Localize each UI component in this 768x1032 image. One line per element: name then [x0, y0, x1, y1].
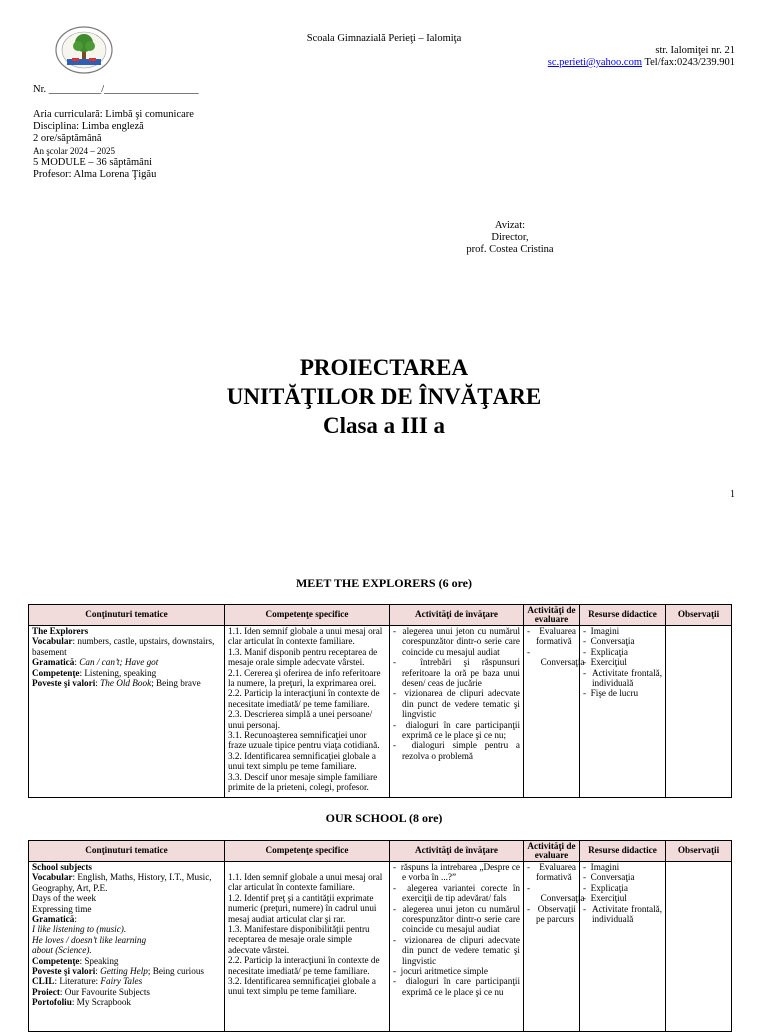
portfolio-line — [32, 997, 221, 1007]
vocabulary-value: : numbers, castle, upstairs, downstairs, basement — [32, 636, 215, 657]
activity-item: - vizionarea de clipuri adecvate din punct de vedere tematic şi lingvistic — [393, 935, 520, 966]
evaluation-item: - Observaţii pe parcurs — [527, 904, 576, 925]
observations-cell — [666, 626, 732, 798]
activities-cell — [390, 626, 524, 798]
competence-item: 3.2. Identificarea semnificaţiei globale a unui text simplu pe teme familiare. — [228, 976, 376, 997]
clil-value: : Literature: — [54, 976, 101, 987]
activity-item: - răspuns la intrebarea „Despre ce e vorba în ...?” — [393, 862, 520, 883]
competence-item: 1.1. Iden semnif globale a unui mesaj oral clar articulat în contexte familiare. — [228, 626, 383, 647]
topic-title: The Explorers — [32, 626, 89, 636]
email-link[interactable]: sc.perieti@yahoo.com — [547, 57, 643, 68]
grammar-separator: : — [74, 657, 80, 668]
time-line: Expressing time — [32, 903, 92, 914]
competence-item: 2.1. Cererea şi oferirea de info referitoare la numere, la preţuri, la exprimarea orei. — [228, 667, 381, 689]
competence-item: 3.2. Identificarea semnificaţiei globale a unui text simplu pe teme familiare. — [228, 750, 376, 772]
competences-label: Competenţe — [32, 667, 80, 678]
column-header: Competenţe specifice — [225, 841, 390, 862]
teacher-name: Profesor: Alma Lorena Ţigău — [33, 169, 157, 180]
grammar-line — [32, 657, 221, 667]
activity-item: - alegerea unui jeton cu numărul corespunzător dintr-o serie care coincide cu mesajul audiat — [393, 904, 520, 935]
vocabulary-line — [32, 636, 221, 657]
resource-item: - Activitate frontală, individuală — [583, 904, 662, 925]
competence-item: 2.2. Particip la interacţiuni în contexte de necesitate imediată/ pe teme familiare. — [228, 688, 380, 709]
resource-item: - Explicaţia — [583, 883, 662, 893]
competence-item: 1.3. Manifestare disponibilităţii pentru receptarea de mesaje orale simple adecvate vârstei. — [228, 924, 370, 955]
hours-per-week: 2 ore/săptămână — [33, 133, 102, 144]
activities-cell — [390, 862, 524, 1032]
activity-item: - dialoguri simple pentru a rezolva o problemă — [393, 740, 520, 761]
evaluation-item: - Conversaţia — [527, 883, 576, 904]
evaluation-item: - Conversaţia — [527, 647, 576, 668]
grammar-label: Gramatică — [32, 657, 75, 668]
table-header-row — [29, 841, 732, 862]
grammar-example: about (Science). — [32, 945, 92, 956]
competences-cell — [225, 626, 390, 798]
competence-item: 1.2. Identif preţ şi a cantităţii exprimate numeric (preţuri, numere) în cadrul unui mesaj audiat articulat clar şi rar. — [228, 892, 377, 924]
grammar-label: Gramatică — [32, 914, 75, 925]
approval-name: prof. Costea Cristina — [466, 244, 554, 255]
column-header: Observaţii — [666, 841, 732, 862]
project-value: : Our Favourite Subjects — [59, 986, 150, 997]
school-address — [548, 45, 735, 69]
approval-role: Director, — [491, 232, 529, 243]
column-header: Resurse didactice — [580, 605, 666, 626]
title-line-3: Clasa a III a — [322, 413, 446, 438]
grammar-line — [32, 914, 221, 924]
column-header: Activităţi de evaluare — [524, 605, 580, 626]
resource-item: - Imagini — [583, 862, 662, 872]
column-header: Conţinuturi tematice — [29, 841, 225, 862]
unit-heading: OUR SCHOOL (8 ore) — [325, 811, 443, 825]
resource-item: - Conversaţia — [583, 636, 662, 646]
evaluation-cell — [524, 626, 585, 798]
column-header: Activităţi de învăţare — [390, 605, 524, 626]
vocabulary-line — [32, 872, 221, 893]
days-line: Days of the week — [32, 893, 97, 904]
project-line — [32, 987, 221, 997]
vocabulary-label: Vocabular — [32, 872, 73, 883]
page-number: 1 — [730, 489, 735, 500]
story-values-label: Poveste şi valori — [32, 966, 96, 977]
grammar-separator: : — [74, 914, 77, 925]
activity-item: - alegerea variantei corecte în exerciţii de tip adevărat/ fals — [393, 883, 520, 904]
activity-item: - dialoguri în care participanţii exprimă ce le place şi ce nu — [393, 976, 520, 997]
resource-item: - Fişe de lucru — [583, 688, 662, 698]
resources-cell — [580, 626, 666, 798]
resource-item: - Exerciţiul — [583, 893, 662, 903]
story-value: ; Being curious — [147, 966, 204, 977]
observations-cell — [666, 862, 732, 1032]
column-header: Competenţe specifice — [225, 605, 390, 626]
document-title — [0, 353, 768, 440]
resource-item: - Explicaţia — [583, 647, 662, 657]
street-address: str. Ialomiţei nr. 21 — [655, 45, 735, 56]
story-values-label: Poveste şi valori — [32, 678, 96, 689]
activity-item: - vizionarea de clipuri adecvate din punct de vedere tematic şi lingvistic — [393, 688, 520, 719]
table-row — [29, 862, 732, 1032]
story-title: Getting Help — [100, 966, 148, 977]
school-year: An şcolar 2024 – 2025 — [33, 146, 115, 156]
resource-item: - Exerciţiul — [583, 657, 662, 667]
clil-line — [32, 976, 221, 986]
registration-number: Nr. __________/__________________ — [33, 84, 199, 95]
column-header: Activităţi de evaluare — [524, 841, 580, 862]
evaluation-cell — [524, 862, 585, 1032]
clil-label: CLIL — [32, 976, 55, 987]
competences-line — [32, 668, 221, 678]
resource-item: - Activitate frontală, individuală — [583, 668, 662, 689]
vocabulary-label: Vocabular — [32, 636, 73, 647]
unit-plan-table — [28, 604, 732, 798]
curricular-area: Aria curriculară: Limbă şi comunicare — [33, 109, 194, 120]
approval-label: Avizat: — [494, 220, 526, 231]
competences-cell — [225, 862, 390, 1032]
activity-item: - dialoguri în care participanţii exprimă ce le place şi ce nu; — [393, 720, 520, 741]
competences-value: : Speaking — [79, 955, 119, 966]
story-value: ; Being brave — [151, 678, 201, 689]
unit-plan-table — [28, 840, 732, 1032]
activity-item: - alegerea unui jeton cu numărul corespunzător dintr-o serie care coincide cu mesajul audiat — [393, 626, 520, 657]
topic-title: School subjects — [32, 862, 92, 872]
activity-item: - jocuri aritmetice simple — [393, 966, 520, 976]
resource-item: - Imagini — [583, 626, 662, 636]
competence-item: 1.3. Manif disponib pentru receptarea de mesaje orale simple adecvate vârstei. — [228, 646, 378, 668]
vocabulary-value: : English, Maths, History, I.T., Music, Geography, Art, P.E. — [32, 872, 212, 893]
evaluation-item: - Evaluarea formativă — [527, 862, 576, 883]
title-line-2: UNITĂŢILOR DE ÎNVĂŢARE — [226, 384, 542, 409]
phone-fax: Tel/fax:0243/239.901 — [644, 57, 735, 68]
modules-count: 5 MODULE – 36 săptămâni — [33, 157, 152, 168]
course-metadata — [33, 109, 194, 181]
column-header: Conţinuturi tematice — [29, 605, 225, 626]
competences-value: : Listening, speaking — [79, 667, 157, 678]
portfolio-label: Portofoliu — [32, 997, 72, 1008]
story-title: The Old Book — [100, 678, 152, 689]
story-values-line — [32, 966, 221, 976]
resources-cell — [580, 862, 666, 1032]
table-header-row — [29, 605, 732, 626]
discipline: Disciplina: Limba engleză — [33, 121, 144, 132]
competences-label: Competenţe — [32, 955, 80, 966]
contact-line — [548, 57, 735, 69]
story-values-line — [32, 678, 221, 688]
unit-heading: MEET THE EXPLORERS (6 ore) — [295, 576, 473, 590]
column-header: Activităţi de învăţare — [390, 841, 524, 862]
project-label: Proiect — [32, 986, 60, 997]
content-cell — [29, 626, 225, 798]
clil-topic: Fairy Tales — [100, 976, 143, 987]
column-header: Observaţii — [666, 605, 732, 626]
column-header: Resurse didactice — [580, 841, 666, 862]
approval-block — [440, 220, 580, 256]
content-cell — [29, 862, 225, 1032]
school-name: Scoala Gimnazială Perieţi – Ialomiţa — [306, 33, 462, 44]
competence-item: 2.2. Particip la interacţiuni în contexte de necesitate imediată/ pe teme familiare. — [228, 955, 380, 976]
competences-line — [32, 956, 221, 966]
table-row — [29, 626, 732, 798]
competence-item: 2.3. Descrierea simplă a unei persoane/ unui personaj. — [228, 709, 373, 730]
competence-item: 3.1. Recunoaşterea semnificaţiei unor fraze uzuale tipice pentru viaţa cotidiană. — [228, 730, 380, 751]
portfolio-value: : My Scrapbook — [71, 997, 132, 1008]
evaluation-item: - Evaluarea formativă — [527, 626, 576, 647]
competence-item: 3.3. Descif unor mesaje simple familiare primite de la prieteni, colegi, profesor. — [228, 771, 378, 793]
resource-item: - Conversaţia — [583, 872, 662, 882]
activity-item: - întrebări şi răspunsuri referitoare la oră pe baza unui desen/ ceas de jucărie — [393, 657, 520, 688]
grammar-example: I like listening to (music). — [32, 924, 127, 935]
story-separator: : — [95, 966, 101, 977]
competence-item: 1.1. Iden semnif globale a unui mesaj oral clar articulat în contexte familiare. — [228, 872, 383, 893]
story-separator: : — [95, 678, 101, 689]
grammar-value: Can / can’t; Have got — [79, 657, 159, 668]
grammar-example: He loves / doesn’t like learning — [32, 934, 147, 945]
title-line-1: PROIECTAREA — [299, 355, 469, 380]
